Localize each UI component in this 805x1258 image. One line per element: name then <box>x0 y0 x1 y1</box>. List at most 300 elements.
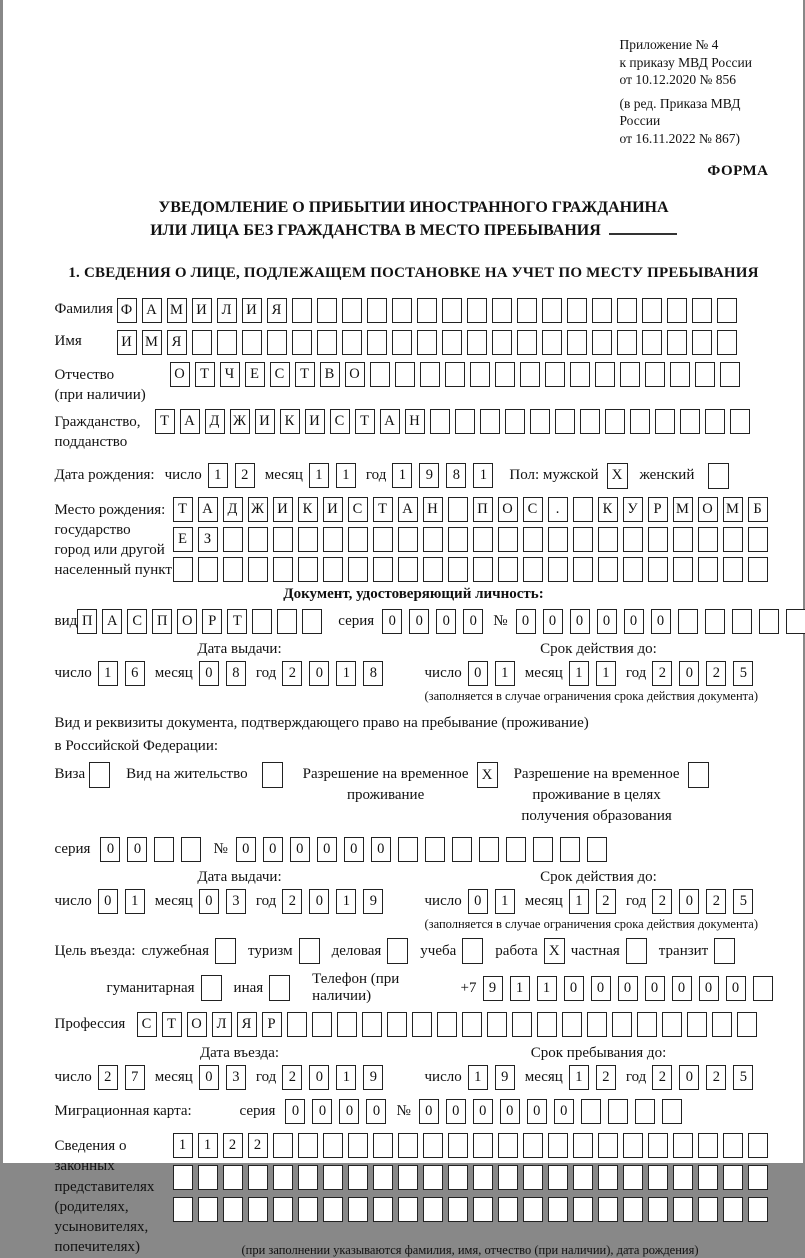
char-cell[interactable]: Ж <box>230 409 250 434</box>
char-cell[interactable] <box>548 557 568 582</box>
char-cell[interactable]: 5 <box>733 1065 753 1090</box>
char-cell[interactable] <box>698 1197 718 1222</box>
char-cell[interactable] <box>533 837 553 862</box>
char-cell[interactable] <box>667 298 687 323</box>
char-cell[interactable]: 0 <box>597 609 617 634</box>
char-cell[interactable]: 1 <box>537 976 557 1001</box>
char-cell[interactable] <box>523 1197 543 1222</box>
temp-residence-education-checkbox[interactable] <box>688 762 709 788</box>
char-cell[interactable]: 0 <box>468 889 488 914</box>
char-cell[interactable] <box>298 1133 318 1158</box>
char-cell[interactable]: М <box>673 497 693 522</box>
char-cell[interactable] <box>573 527 593 552</box>
char-cell[interactable]: О <box>187 1012 207 1037</box>
char-cell[interactable]: 0 <box>679 1065 699 1090</box>
char-cell[interactable]: 0 <box>199 1065 219 1090</box>
char-cell[interactable]: Ч <box>220 362 240 387</box>
char-cell[interactable] <box>723 1197 743 1222</box>
char-cell[interactable] <box>592 298 612 323</box>
char-cell[interactable]: В <box>320 362 340 387</box>
char-cell[interactable]: 1 <box>208 463 228 488</box>
char-cell[interactable] <box>273 527 293 552</box>
char-cell[interactable] <box>395 362 415 387</box>
char-cell[interactable] <box>670 362 690 387</box>
char-cell[interactable]: 2 <box>223 1133 243 1158</box>
char-cell[interactable]: 0 <box>500 1099 520 1124</box>
char-cell[interactable] <box>673 527 693 552</box>
char-cell[interactable]: 0 <box>312 1099 332 1124</box>
char-cell[interactable]: 2 <box>706 661 726 686</box>
char-cell[interactable]: 0 <box>543 609 563 634</box>
char-cell[interactable] <box>673 1165 693 1190</box>
char-cell[interactable] <box>608 1099 628 1124</box>
char-cell[interactable] <box>545 362 565 387</box>
purpose-commercial-checkbox[interactable] <box>387 938 408 964</box>
char-cell[interactable] <box>723 557 743 582</box>
char-cell[interactable] <box>495 362 515 387</box>
char-cell[interactable] <box>523 527 543 552</box>
char-cell[interactable]: Ф <box>117 298 137 323</box>
char-cell[interactable]: 0 <box>554 1099 574 1124</box>
char-cell[interactable] <box>348 557 368 582</box>
char-cell[interactable]: Ж <box>248 497 268 522</box>
char-cell[interactable]: 0 <box>419 1099 439 1124</box>
char-cell[interactable]: 0 <box>516 609 536 634</box>
purpose-work-checkbox[interactable]: X <box>544 938 565 964</box>
char-cell[interactable]: 0 <box>371 837 391 862</box>
char-cell[interactable] <box>523 1133 543 1158</box>
char-cell[interactable]: Е <box>173 527 193 552</box>
char-cell[interactable] <box>277 609 297 634</box>
char-cell[interactable]: З <box>198 527 218 552</box>
char-cell[interactable]: 2 <box>706 1065 726 1090</box>
purpose-study-checkbox[interactable] <box>462 938 483 964</box>
char-cell[interactable] <box>252 609 272 634</box>
char-cell[interactable] <box>437 1012 457 1037</box>
char-cell[interactable]: 0 <box>570 609 590 634</box>
char-cell[interactable]: 2 <box>596 1065 616 1090</box>
char-cell[interactable] <box>560 837 580 862</box>
char-cell[interactable] <box>373 1165 393 1190</box>
char-cell[interactable] <box>498 527 518 552</box>
char-cell[interactable] <box>705 409 725 434</box>
char-cell[interactable]: 0 <box>382 609 402 634</box>
char-cell[interactable] <box>292 298 312 323</box>
char-cell[interactable] <box>512 1012 532 1037</box>
char-cell[interactable] <box>198 1197 218 1222</box>
char-cell[interactable] <box>387 1012 407 1037</box>
char-cell[interactable] <box>753 976 773 1001</box>
char-cell[interactable]: 2 <box>652 1065 672 1090</box>
char-cell[interactable]: 9 <box>363 1065 383 1090</box>
char-cell[interactable]: 2 <box>282 1065 302 1090</box>
char-cell[interactable] <box>273 1197 293 1222</box>
char-cell[interactable] <box>698 527 718 552</box>
char-cell[interactable] <box>623 557 643 582</box>
char-cell[interactable] <box>748 1197 768 1222</box>
char-cell[interactable]: У <box>623 497 643 522</box>
char-cell[interactable]: . <box>548 497 568 522</box>
char-cell[interactable] <box>730 409 750 434</box>
sex-female-checkbox[interactable] <box>708 463 729 489</box>
char-cell[interactable] <box>420 362 440 387</box>
char-cell[interactable]: 1 <box>473 463 493 488</box>
char-cell[interactable] <box>570 362 590 387</box>
char-cell[interactable]: 9 <box>363 889 383 914</box>
char-cell[interactable]: И <box>192 298 212 323</box>
char-cell[interactable] <box>455 409 475 434</box>
char-cell[interactable] <box>273 1133 293 1158</box>
char-cell[interactable]: Р <box>648 497 668 522</box>
char-cell[interactable] <box>480 409 500 434</box>
char-cell[interactable] <box>298 1165 318 1190</box>
char-cell[interactable]: 1 <box>569 661 589 686</box>
char-cell[interactable]: 2 <box>235 463 255 488</box>
char-cell[interactable] <box>412 1012 432 1037</box>
char-cell[interactable] <box>312 1012 332 1037</box>
char-cell[interactable]: Н <box>405 409 425 434</box>
char-cell[interactable] <box>373 527 393 552</box>
char-cell[interactable] <box>398 1165 418 1190</box>
char-cell[interactable]: С <box>137 1012 157 1037</box>
char-cell[interactable]: 0 <box>199 661 219 686</box>
char-cell[interactable]: К <box>280 409 300 434</box>
char-cell[interactable] <box>648 527 668 552</box>
char-cell[interactable] <box>392 330 412 355</box>
char-cell[interactable] <box>723 1133 743 1158</box>
char-cell[interactable]: 2 <box>706 889 726 914</box>
char-cell[interactable] <box>317 298 337 323</box>
char-cell[interactable]: 0 <box>527 1099 547 1124</box>
char-cell[interactable] <box>323 557 343 582</box>
char-cell[interactable] <box>698 1133 718 1158</box>
char-cell[interactable]: 9 <box>419 463 439 488</box>
char-cell[interactable] <box>642 298 662 323</box>
char-cell[interactable] <box>430 409 450 434</box>
char-cell[interactable] <box>605 409 625 434</box>
char-cell[interactable]: 0 <box>473 1099 493 1124</box>
char-cell[interactable]: 0 <box>339 1099 359 1124</box>
char-cell[interactable]: 0 <box>618 976 638 1001</box>
char-cell[interactable]: 1 <box>596 661 616 686</box>
char-cell[interactable] <box>223 1197 243 1222</box>
char-cell[interactable]: 0 <box>100 837 120 862</box>
char-cell[interactable] <box>673 1197 693 1222</box>
purpose-transit-checkbox[interactable] <box>714 938 735 964</box>
char-cell[interactable] <box>523 557 543 582</box>
residence-permit-checkbox[interactable] <box>262 762 283 788</box>
char-cell[interactable] <box>592 330 612 355</box>
char-cell[interactable]: А <box>102 609 122 634</box>
char-cell[interactable]: 0 <box>290 837 310 862</box>
char-cell[interactable] <box>323 1165 343 1190</box>
char-cell[interactable] <box>506 837 526 862</box>
char-cell[interactable] <box>662 1012 682 1037</box>
char-cell[interactable] <box>573 1133 593 1158</box>
char-cell[interactable]: 0 <box>446 1099 466 1124</box>
char-cell[interactable] <box>748 557 768 582</box>
char-cell[interactable]: 6 <box>125 661 145 686</box>
char-cell[interactable] <box>348 527 368 552</box>
char-cell[interactable]: 0 <box>309 889 329 914</box>
char-cell[interactable]: Я <box>267 298 287 323</box>
char-cell[interactable] <box>692 298 712 323</box>
char-cell[interactable] <box>198 557 218 582</box>
char-cell[interactable]: Т <box>373 497 393 522</box>
char-cell[interactable] <box>317 330 337 355</box>
char-cell[interactable] <box>248 527 268 552</box>
char-cell[interactable]: 0 <box>317 837 337 862</box>
char-cell[interactable] <box>417 298 437 323</box>
char-cell[interactable]: Т <box>173 497 193 522</box>
char-cell[interactable]: 0 <box>679 889 699 914</box>
char-cell[interactable] <box>581 1099 601 1124</box>
char-cell[interactable]: 2 <box>282 889 302 914</box>
char-cell[interactable]: 3 <box>226 1065 246 1090</box>
char-cell[interactable]: 2 <box>652 661 672 686</box>
char-cell[interactable] <box>548 1165 568 1190</box>
char-cell[interactable] <box>645 362 665 387</box>
char-cell[interactable] <box>370 362 390 387</box>
char-cell[interactable]: 2 <box>248 1133 268 1158</box>
char-cell[interactable]: 0 <box>726 976 746 1001</box>
char-cell[interactable] <box>548 1197 568 1222</box>
char-cell[interactable] <box>687 1012 707 1037</box>
char-cell[interactable] <box>442 330 462 355</box>
char-cell[interactable] <box>217 330 237 355</box>
char-cell[interactable]: 0 <box>199 889 219 914</box>
char-cell[interactable] <box>448 1197 468 1222</box>
char-cell[interactable] <box>530 409 550 434</box>
char-cell[interactable]: 9 <box>495 1065 515 1090</box>
char-cell[interactable] <box>723 527 743 552</box>
char-cell[interactable]: С <box>330 409 350 434</box>
char-cell[interactable]: И <box>273 497 293 522</box>
char-cell[interactable] <box>567 330 587 355</box>
char-cell[interactable]: 0 <box>409 609 429 634</box>
char-cell[interactable] <box>637 1012 657 1037</box>
char-cell[interactable]: Т <box>355 409 375 434</box>
char-cell[interactable] <box>398 1197 418 1222</box>
char-cell[interactable] <box>473 557 493 582</box>
char-cell[interactable] <box>587 837 607 862</box>
char-cell[interactable]: Д <box>205 409 225 434</box>
char-cell[interactable]: 8 <box>363 661 383 686</box>
char-cell[interactable]: 0 <box>463 609 483 634</box>
char-cell[interactable] <box>342 298 362 323</box>
purpose-other-checkbox[interactable] <box>269 975 290 1001</box>
char-cell[interactable] <box>373 557 393 582</box>
char-cell[interactable]: 1 <box>336 463 356 488</box>
char-cell[interactable]: 2 <box>652 889 672 914</box>
char-cell[interactable] <box>273 1165 293 1190</box>
char-cell[interactable]: А <box>180 409 200 434</box>
char-cell[interactable] <box>273 557 293 582</box>
char-cell[interactable] <box>498 557 518 582</box>
char-cell[interactable]: 2 <box>98 1065 118 1090</box>
char-cell[interactable]: С <box>523 497 543 522</box>
char-cell[interactable] <box>398 837 418 862</box>
char-cell[interactable] <box>398 557 418 582</box>
char-cell[interactable] <box>548 527 568 552</box>
char-cell[interactable] <box>617 298 637 323</box>
char-cell[interactable]: 0 <box>436 609 456 634</box>
char-cell[interactable] <box>598 527 618 552</box>
char-cell[interactable] <box>423 1133 443 1158</box>
char-cell[interactable]: 0 <box>699 976 719 1001</box>
char-cell[interactable]: Т <box>295 362 315 387</box>
char-cell[interactable] <box>492 330 512 355</box>
char-cell[interactable] <box>542 298 562 323</box>
char-cell[interactable]: С <box>348 497 368 522</box>
char-cell[interactable]: 1 <box>569 889 589 914</box>
char-cell[interactable] <box>292 330 312 355</box>
char-cell[interactable]: 0 <box>679 661 699 686</box>
char-cell[interactable]: 5 <box>733 889 753 914</box>
char-cell[interactable]: 0 <box>344 837 364 862</box>
char-cell[interactable] <box>598 557 618 582</box>
purpose-business-checkbox[interactable] <box>215 938 236 964</box>
char-cell[interactable]: 1 <box>173 1133 193 1158</box>
char-cell[interactable] <box>737 1012 757 1037</box>
char-cell[interactable] <box>473 1197 493 1222</box>
char-cell[interactable] <box>367 298 387 323</box>
char-cell[interactable] <box>473 1165 493 1190</box>
char-cell[interactable]: 3 <box>226 889 246 914</box>
char-cell[interactable] <box>580 409 600 434</box>
char-cell[interactable] <box>467 298 487 323</box>
char-cell[interactable]: И <box>305 409 325 434</box>
char-cell[interactable] <box>648 557 668 582</box>
sex-male-checkbox[interactable]: X <box>607 463 628 489</box>
char-cell[interactable]: 0 <box>309 1065 329 1090</box>
char-cell[interactable] <box>242 330 262 355</box>
char-cell[interactable] <box>473 527 493 552</box>
char-cell[interactable] <box>562 1012 582 1037</box>
char-cell[interactable] <box>520 362 540 387</box>
char-cell[interactable] <box>267 330 287 355</box>
char-cell[interactable] <box>598 1197 618 1222</box>
char-cell[interactable] <box>612 1012 632 1037</box>
char-cell[interactable]: Л <box>217 298 237 323</box>
char-cell[interactable] <box>695 362 715 387</box>
char-cell[interactable] <box>373 1133 393 1158</box>
char-cell[interactable] <box>173 1197 193 1222</box>
char-cell[interactable] <box>498 1165 518 1190</box>
char-cell[interactable]: Р <box>262 1012 282 1037</box>
char-cell[interactable] <box>617 330 637 355</box>
char-cell[interactable] <box>298 1197 318 1222</box>
char-cell[interactable] <box>373 1197 393 1222</box>
char-cell[interactable] <box>181 837 201 862</box>
char-cell[interactable]: И <box>323 497 343 522</box>
char-cell[interactable] <box>620 362 640 387</box>
char-cell[interactable]: 1 <box>125 889 145 914</box>
char-cell[interactable] <box>723 1165 743 1190</box>
char-cell[interactable] <box>717 330 737 355</box>
char-cell[interactable] <box>323 527 343 552</box>
char-cell[interactable] <box>759 609 779 634</box>
char-cell[interactable] <box>448 527 468 552</box>
char-cell[interactable]: О <box>170 362 190 387</box>
purpose-tourism-checkbox[interactable] <box>299 938 320 964</box>
temp-residence-checkbox[interactable]: X <box>477 762 498 788</box>
char-cell[interactable] <box>573 1165 593 1190</box>
char-cell[interactable] <box>698 557 718 582</box>
char-cell[interactable] <box>473 1133 493 1158</box>
char-cell[interactable] <box>720 362 740 387</box>
char-cell[interactable]: 1 <box>468 1065 488 1090</box>
char-cell[interactable] <box>423 527 443 552</box>
char-cell[interactable] <box>642 330 662 355</box>
char-cell[interactable] <box>748 1133 768 1158</box>
char-cell[interactable] <box>298 527 318 552</box>
char-cell[interactable]: О <box>698 497 718 522</box>
char-cell[interactable]: 0 <box>651 609 671 634</box>
char-cell[interactable]: 1 <box>336 889 356 914</box>
char-cell[interactable] <box>498 1133 518 1158</box>
char-cell[interactable]: 2 <box>596 889 616 914</box>
char-cell[interactable]: С <box>127 609 147 634</box>
char-cell[interactable] <box>348 1165 368 1190</box>
char-cell[interactable] <box>648 1165 668 1190</box>
char-cell[interactable]: П <box>473 497 493 522</box>
char-cell[interactable] <box>470 362 490 387</box>
char-cell[interactable]: 7 <box>125 1065 145 1090</box>
purpose-private-checkbox[interactable] <box>626 938 647 964</box>
char-cell[interactable]: Д <box>223 497 243 522</box>
char-cell[interactable] <box>323 1133 343 1158</box>
char-cell[interactable]: О <box>345 362 365 387</box>
char-cell[interactable] <box>678 609 698 634</box>
char-cell[interactable]: С <box>270 362 290 387</box>
char-cell[interactable]: 0 <box>468 661 488 686</box>
char-cell[interactable] <box>362 1012 382 1037</box>
char-cell[interactable]: 1 <box>392 463 412 488</box>
char-cell[interactable]: 0 <box>624 609 644 634</box>
char-cell[interactable]: 0 <box>645 976 665 1001</box>
char-cell[interactable]: К <box>298 497 318 522</box>
char-cell[interactable] <box>630 409 650 434</box>
char-cell[interactable]: И <box>117 330 137 355</box>
visa-checkbox[interactable] <box>89 762 110 788</box>
char-cell[interactable] <box>537 1012 557 1037</box>
char-cell[interactable] <box>587 1012 607 1037</box>
char-cell[interactable] <box>635 1099 655 1124</box>
char-cell[interactable]: О <box>498 497 518 522</box>
char-cell[interactable]: 1 <box>495 889 515 914</box>
char-cell[interactable]: 1 <box>336 661 356 686</box>
char-cell[interactable] <box>623 1197 643 1222</box>
char-cell[interactable] <box>442 298 462 323</box>
char-cell[interactable] <box>623 527 643 552</box>
char-cell[interactable]: А <box>380 409 400 434</box>
char-cell[interactable] <box>298 557 318 582</box>
char-cell[interactable] <box>567 298 587 323</box>
char-cell[interactable] <box>479 837 499 862</box>
char-cell[interactable] <box>523 1165 543 1190</box>
char-cell[interactable]: 0 <box>591 976 611 1001</box>
char-cell[interactable] <box>173 557 193 582</box>
char-cell[interactable] <box>452 837 472 862</box>
char-cell[interactable]: М <box>723 497 743 522</box>
char-cell[interactable] <box>348 1197 368 1222</box>
char-cell[interactable] <box>548 1133 568 1158</box>
char-cell[interactable] <box>487 1012 507 1037</box>
char-cell[interactable]: М <box>142 330 162 355</box>
char-cell[interactable] <box>667 330 687 355</box>
char-cell[interactable] <box>154 837 174 862</box>
